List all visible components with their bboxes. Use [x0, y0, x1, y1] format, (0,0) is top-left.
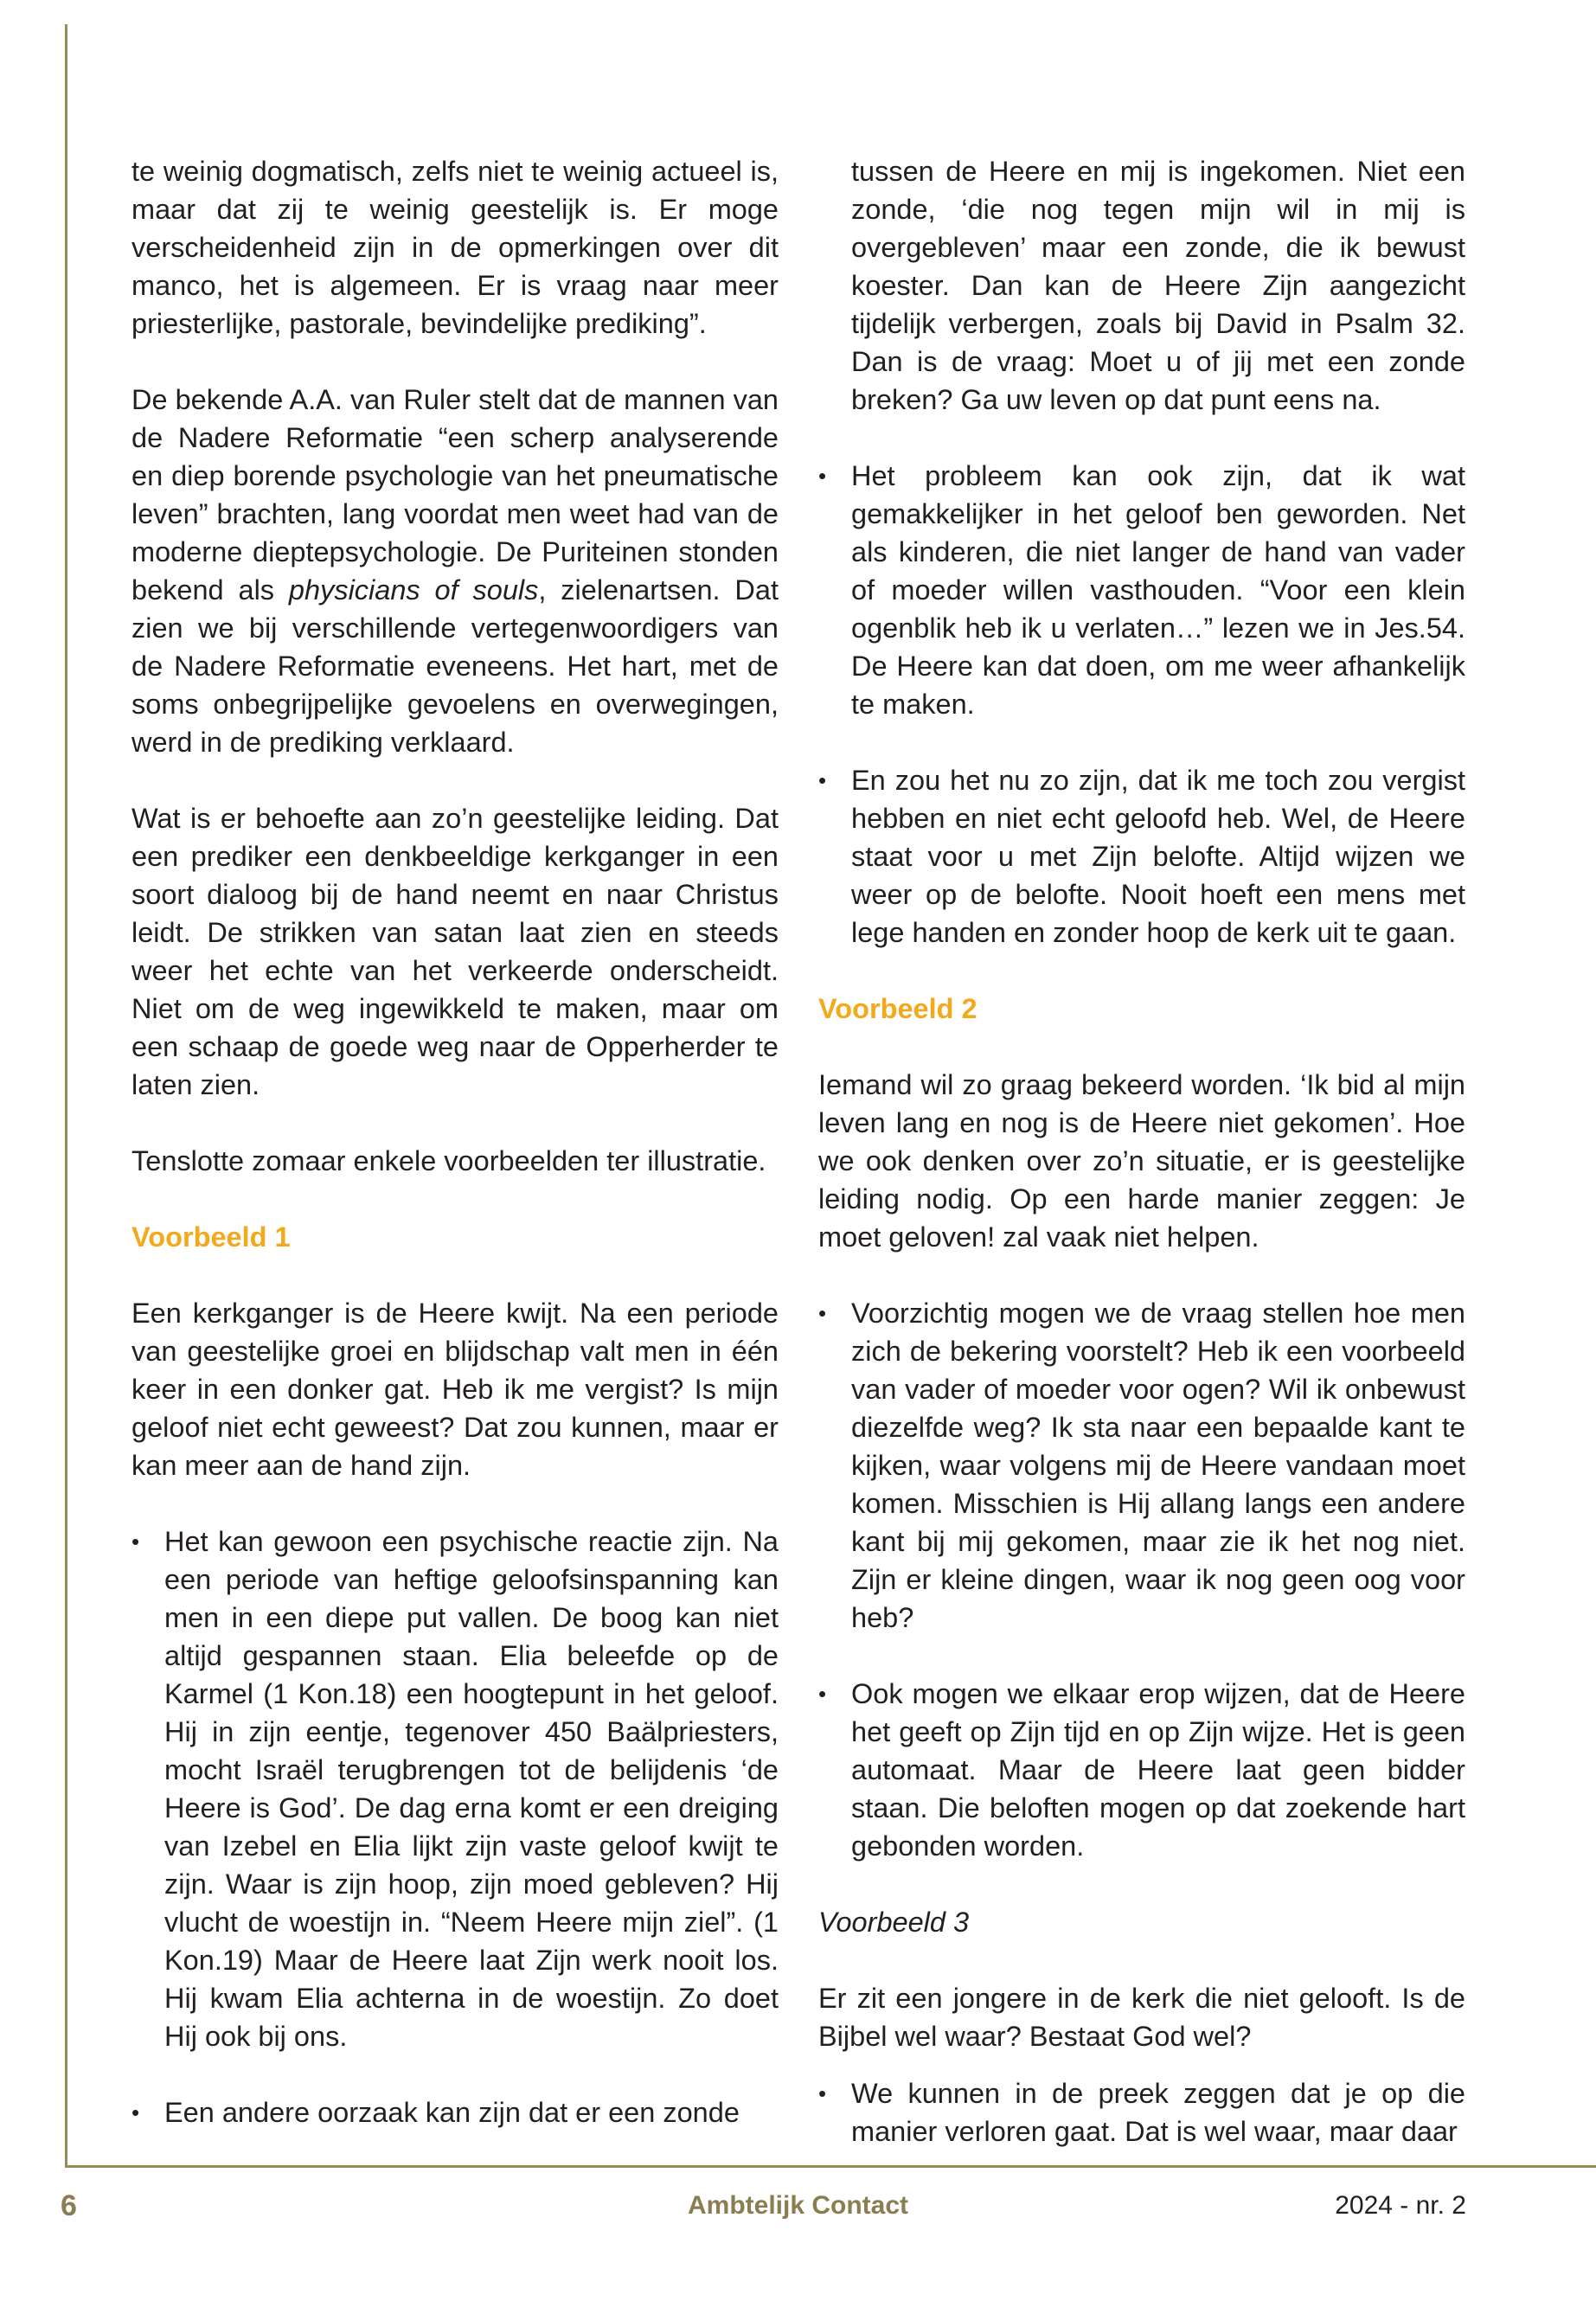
section-heading: Voorbeeld 1 — [131, 1221, 291, 1253]
magazine-title: Ambtelijk Contact — [687, 2191, 909, 2220]
bullet-list — [818, 1294, 1465, 1865]
issue-label: 2024 - nr. 2 — [1335, 2191, 1466, 2220]
bullet-list — [818, 457, 1465, 952]
paragraph — [131, 381, 779, 761]
bullet-item: • Het probleem kan ook zijn, dat ik wat gemakkelijker in het geloof ben geworden. Net als kinderen, die niet langer de hand van vader of moeder willen vasthouden. “Voor een klein ogenblik heb ik u verlaten…” lezen we in Jes.54. De Heere kan dat doen, om me weer afhankelijk te maken. — [818, 457, 1465, 723]
footer-rule — [65, 2165, 1596, 2168]
page-number: 6 — [61, 2189, 77, 2222]
bullet-item: • Een andere oorzaak kan zijn dat er een zonde — [131, 2093, 779, 2131]
bullet-item: • En zou het nu zo zijn, dat ik me toch zou vergist hebben en niet echt geloofd heb. Wel, de Heere staat voor u met Zijn belofte. Altijd wijzen we weer op de belofte. Nooit hoeft een mens met lege handen en zonder hoop de kerk uit te gaan. — [818, 761, 1465, 952]
left-column — [131, 152, 779, 2131]
italic-phrase: physicians of souls — [288, 574, 539, 606]
paragraph-text: , zielenartsen. Dat zien we bij verschillende vertegenwoordigers van de Nadere Reformatie eveneens. Het hart, met de soms onbegrijpelijke gevoelens en overwegingen, werd in de prediking verklaard. — [131, 574, 779, 758]
paragraph: Een kerkganger is de Heere kwijt. Na een periode van geestelijke groei en blijdschap valt men in één keer in een donker gat. Heb ik me vergist? Is mijn geloof niet echt geweest? Dat zou kunnen, maar er kan meer aan de hand zijn. — [131, 1298, 779, 1481]
paragraph: Tenslotte zomaar enkele voorbeelden ter illustratie. — [131, 1145, 766, 1176]
section-heading: Voorbeeld 2 — [818, 993, 977, 1024]
paragraph: Wat is er behoefte aan zo’n geestelijke leiding. Dat een prediker een denkbeeldige kerkganger in een soort dialoog bij de hand neemt en naar Christus leidt. De strikken van satan laat zien en steeds weer het echte van het verkeerde onderscheidt. Niet om de weg ingewikkeld te maken, maar om een schaap de goede weg naar de Opperherder te laten zien. — [131, 803, 779, 1100]
vertical-rule — [65, 24, 67, 2168]
paragraph-text: De bekende A.A. van Ruler stelt dat de mannen van de Nadere Reformatie “een scherp analyserende en diep borende psychologie van het pneumatische leven” brachten, lang voordat men weet had van de moderne dieptepsychologie. De Puriteinen stonden bekend als — [131, 384, 779, 606]
section-heading: Voorbeeld 3 — [818, 1907, 970, 1938]
bullet-item: • Voorzichtig mogen we de vraag stellen hoe men zich de bekering voorstelt? Heb ik een voorbeeld van vader of moeder voor ogen? Wil ik onbewust diezelfde weg? Ik sta naar een bepaalde kant te kijken, waar volgens mij de Heere vandaan moet komen. Misschien is Hij allang langs een andere kant bij mij gekomen, maar zie ik het nog niet. Zijn er kleine dingen, waar ik nog geen oog voor heb? — [818, 1294, 1465, 1637]
bullet-item: • Het kan gewoon een psychische reactie zijn. Na een periode van heftige geloofsinspanning kan men in een diepe put vallen. De boog kan niet altijd gespannen staan. Elia beleefde op de Karmel (1 Kon.18) een hoogtepunt in het geloof. Hij in zijn eentje, tegenover 450 Baälpriesters, mocht Israël terugbrengen tot de belijdenis ‘de Heere is God’. De dag erna komt er een dreiging van Izebel en Elia lijkt zijn vaste geloof kwijt te zijn. Waar is zijn hoop, zijn moed gebleven? Hij vlucht de woestijn in. “Neem Heere mijn ziel”. (1 Kon.19) Maar de Heere laat Zijn werk nooit los. Hij kwam Elia achterna in de woestijn. Zo doet Hij ook bij ons. — [131, 1522, 779, 2055]
bullet-continuation: tussen de Heere en mij is ingekomen. Niet een zonde, ‘die nog tegen mijn wil in mij is overgebleven’ maar een zonde, die ik bewust koester. Dan kan de Heere Zijn aangezicht tijdelijk verbergen, zoals bij David in Psalm 32. Dan is de vraag: Moet u of jij met een zonde breken? Ga uw leven op dat punt eens na. — [851, 156, 1465, 415]
bullet-item: • We kunnen in de preek zeggen dat je op die manier verloren gaat. Dat is wel waar, maar daar — [818, 2074, 1465, 2150]
right-column — [818, 152, 1465, 2150]
paragraph: Iemand wil zo graag bekeerd worden. ‘Ik bid al mijn leven lang en nog is de Heere niet gekomen’. Hoe we ook denken over zo’n situatie, er is geestelijke leiding nodig. Op een harde manier zeggen: Je moet geloven! zal vaak niet helpen. — [818, 1069, 1465, 1253]
bullet-list — [131, 1522, 779, 2131]
bullet-item: • Ook mogen we elkaar erop wijzen, dat de Heere het geeft op Zijn tijd en op Zijn wijze. Het is geen automaat. Maar de Heere laat geen bidder staan. Die beloften mogen op dat zoekende hart gebonden worden. — [818, 1675, 1465, 1865]
bullet-list — [818, 2074, 1465, 2150]
paragraph: te weinig dogmatisch, zelfs niet te weinig actueel is, maar dat zij te weinig geestelijk is. Er moge verscheidenheid zijn in de opmerkingen over dit manco, het is algemeen. Er is vraag naar meer priesterlijke, pastorale, bevindelijke prediking”. — [131, 156, 779, 339]
paragraph: Er zit een jongere in de kerk die niet gelooft. Is de Bijbel wel waar? Bestaat God wel? — [818, 1983, 1465, 2052]
